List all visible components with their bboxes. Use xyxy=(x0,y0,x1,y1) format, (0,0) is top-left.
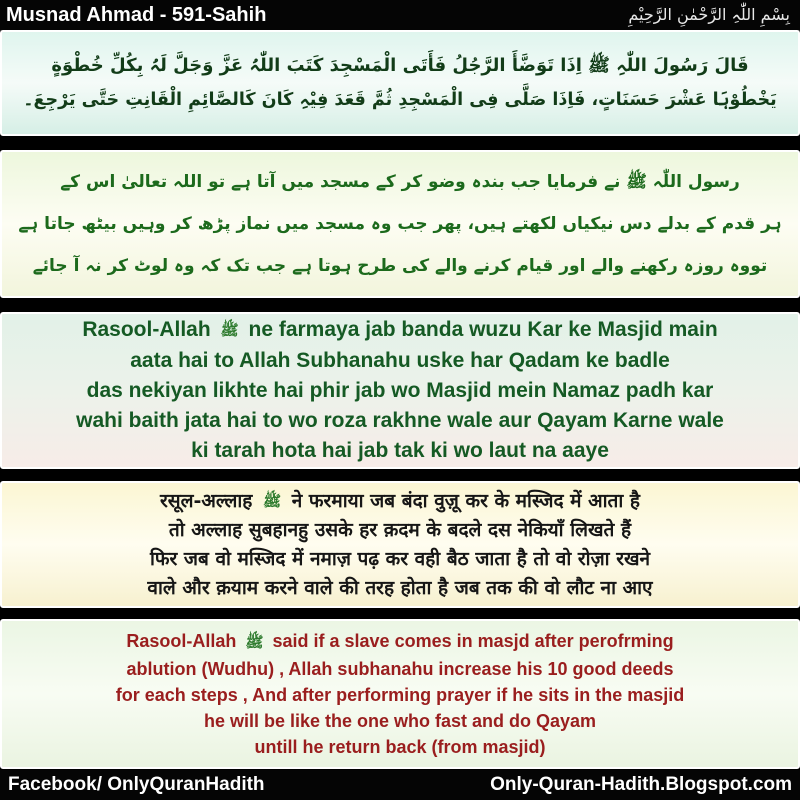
hindi-line: फिर जब वो मस्जिद में नमाज़ पढ़ कर वही बैठ जाता है तो वो रोज़ा रखने xyxy=(149,547,651,570)
roman-line: wahi baith jata hai to wo roza rakhne wale aur Qayam Karne wale xyxy=(76,408,724,432)
salawat-icon: ﷺ xyxy=(263,491,282,510)
urdu-line: تووہ روزہ رکھنے والے اور قیام کرنے والے کی طرح ہوتا ہے جب تک کہ وہ لوٹ کر نہ آ جائے xyxy=(32,256,768,276)
hindi-line xyxy=(160,487,640,516)
roman-line: aata hai to Allah Subhanahu uske har Qadam ke badle xyxy=(130,348,670,372)
english-line: ablution (Wudhu) , Allah subhanahu increase his 10 good deeds xyxy=(126,658,674,679)
english-line: untill he return back (from masjid) xyxy=(254,736,546,757)
header-bar xyxy=(0,0,800,31)
bismillah-calligraphy: بِسْمِ اللّٰہِ الرَّحْمٰنِ الرَّحِيْمِ xyxy=(628,5,790,24)
arabic-line: يَخْطُوْہَا عَشْرَ حَسَنَاتٍ، فَاِذَا صَلَّى فِى الْمَسْجِدِ ثُمَّ قَعَدَ فِيْہِ كَانَ كَالصَّائِمِ الْقَانِتِ حَتَّى يَرْجِعَ۔ xyxy=(23,90,777,110)
page-title: Musnad Ahmad - 591-Sahih xyxy=(6,4,267,26)
blog-url-link[interactable]: Only-Quran-Hadith.Blogspot.com xyxy=(490,774,792,795)
roman-line-start: Rasool-Allah xyxy=(82,318,211,342)
salawat-icon: ﷺ xyxy=(245,633,264,651)
arabic-line: قَالَ رَسُولَ اللّٰہِ ﷺ اِذَا تَوَضَّأَ الرَّجُلُ فَأَتَى الْمَسْجِدَ كَتَبَ اللّٰہُ عَزَّ وَجَلَّ لَہُ بِكُلِّ خُطْوَةٍ xyxy=(51,55,749,76)
roman-line: ki tarah hota hai jab tak ki wo laut na aaye xyxy=(191,438,609,462)
salawat-icon: ﷺ xyxy=(220,321,239,339)
urdu-translation-panel xyxy=(0,150,800,298)
hindi-line: तो अल्लाह सुबहानहु उसके हर क़दम के बदले दस नेकियाँ लिखते हैं xyxy=(168,518,632,541)
roman-urdu-translation-panel xyxy=(0,312,800,469)
hindi-line-start: रसूल-अल्लाह xyxy=(160,489,253,512)
urdu-line: ہر قدم کے بدلے دس نیکیاں لکھتے ہیں، پھر جب وہ مسجد میں نماز پڑھ کر وہیں بیٹھ جاتا ہے xyxy=(18,214,782,234)
hindi-line: वाले और क़याम करने वाले की तरह होता है जब तक की वो लौट ना आए xyxy=(147,576,653,599)
english-line: for each steps , And after performing prayer if he sits in the masjid xyxy=(115,684,685,705)
roman-line-end: ne farmaya jab banda wuzu Kar ke Masjid main xyxy=(248,318,718,342)
english-line-start: Rasool-Allah xyxy=(126,631,237,652)
english-line: he will be like the one who fast and do Qayam xyxy=(203,710,597,731)
english-line-end: said if a slave comes in masjd after perofrming xyxy=(272,631,674,652)
hindi-line-end: ने फरमाया जब बंदा वुज़ू कर के मस्जिद में आता है xyxy=(291,489,640,512)
english-line xyxy=(126,628,673,655)
roman-line xyxy=(82,315,717,345)
roman-line: das nekiyan likhte hai phir jab wo Masjid mein Namaz padh kar xyxy=(86,378,714,402)
urdu-line: رسول اللّٰہ ﷺ نے فرمایا جب بندہ وضو کر کے مسجد میں آتا ہے تو اللہ تعالیٰ اس کے xyxy=(60,172,740,192)
footer-bar xyxy=(0,770,800,800)
english-translation-panel xyxy=(0,619,800,769)
hindi-translation-panel xyxy=(0,481,800,608)
arabic-hadith-panel xyxy=(0,30,800,136)
facebook-page-link[interactable]: Facebook/ OnlyQuranHadith xyxy=(8,774,265,795)
